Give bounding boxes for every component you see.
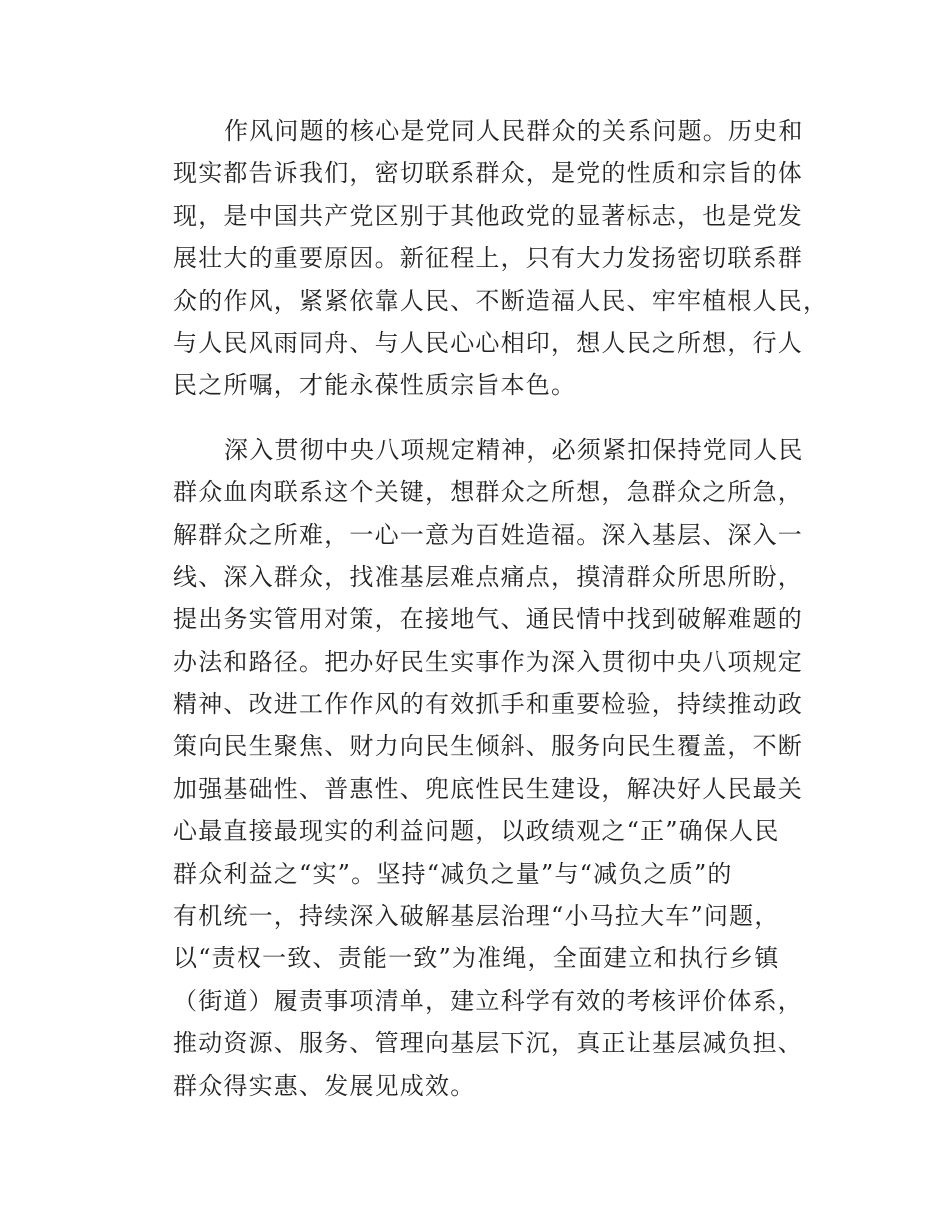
paragraph-line: 群众利益之“实”。坚持“减负之量”与“减负之质”的 (173, 859, 733, 888)
paragraph-line: 与人民风雨同舟、与人民心心相印，想人民之所想，行人 (173, 328, 803, 357)
paragraph-line: 推动资源、服务、管理向基层下沉，真正让基层减负担、 (173, 1029, 803, 1058)
paragraph-line: 展壮大的重要原因。新征程上，只有大力发扬密切联系群 (173, 244, 803, 273)
paragraph-2 (173, 429, 813, 1107)
paragraph-line: 提出务实管用对策，在接地气、通民情中找到破解难题的 (173, 605, 803, 634)
paragraph-line: 现实都告诉我们，密切联系群众，是党的性质和宗旨的体 (173, 159, 803, 188)
paragraph-line: 精神、改进工作作风的有效抓手和重要检验，持续推动政 (173, 690, 803, 719)
paragraph-line: 解群众之所难，一心一意为百姓造福。深入基层、深入一 (173, 520, 803, 549)
paragraph-line: 群众得实惠、发展见成效。 (173, 1071, 476, 1100)
paragraph-line: 心最直接最现实的利益问题，以政绩观之“正”确保人民 (173, 817, 780, 846)
paragraph-line: 众的作风，紧紧依靠人民、不断造福人民、牢牢植根人民， (173, 286, 829, 315)
paragraph-line: 深入贯彻中央八项规定精神，必须紧扣保持党同人民 (224, 435, 804, 464)
document-body (173, 110, 829, 1107)
paragraph-line: 加强基础性、普惠性、兜底性民生建设，解决好人民最关 (173, 774, 803, 803)
paragraph-line: 群众血肉联系这个关键，想群众之所想，急群众之所急， (173, 478, 803, 507)
paragraph-line: 以“责权一致、责能一致”为准绳，全面建立和执行乡镇 (173, 944, 780, 973)
paragraph-line: 策向民生聚焦、财力向民生倾斜、服务向民生覆盖，不断 (173, 732, 803, 761)
paragraph-line: 线、深入群众，找准基层难点痛点，摸清群众所思所盼， (173, 562, 803, 591)
paragraph-line: 有机统一，持续深入破解基层治理“小马拉大车”问题， (173, 902, 780, 931)
paragraph-line: 民之所嘱，才能永葆性质宗旨本色。 (173, 371, 577, 400)
paragraph-line: 作风问题的核心是党同人民群众的关系问题。历史和 (224, 117, 804, 145)
paragraph-line: 现，是中国共产党区别于其他政党的显著标志，也是党发 (173, 201, 803, 230)
paragraph-line: 办法和路径。把办好民生实事作为深入贯彻中央八项规定 (173, 647, 803, 676)
paragraph-1 (173, 110, 829, 407)
paragraph-line: （街道）履责事项清单，建立科学有效的考核评价体系， (173, 986, 803, 1015)
